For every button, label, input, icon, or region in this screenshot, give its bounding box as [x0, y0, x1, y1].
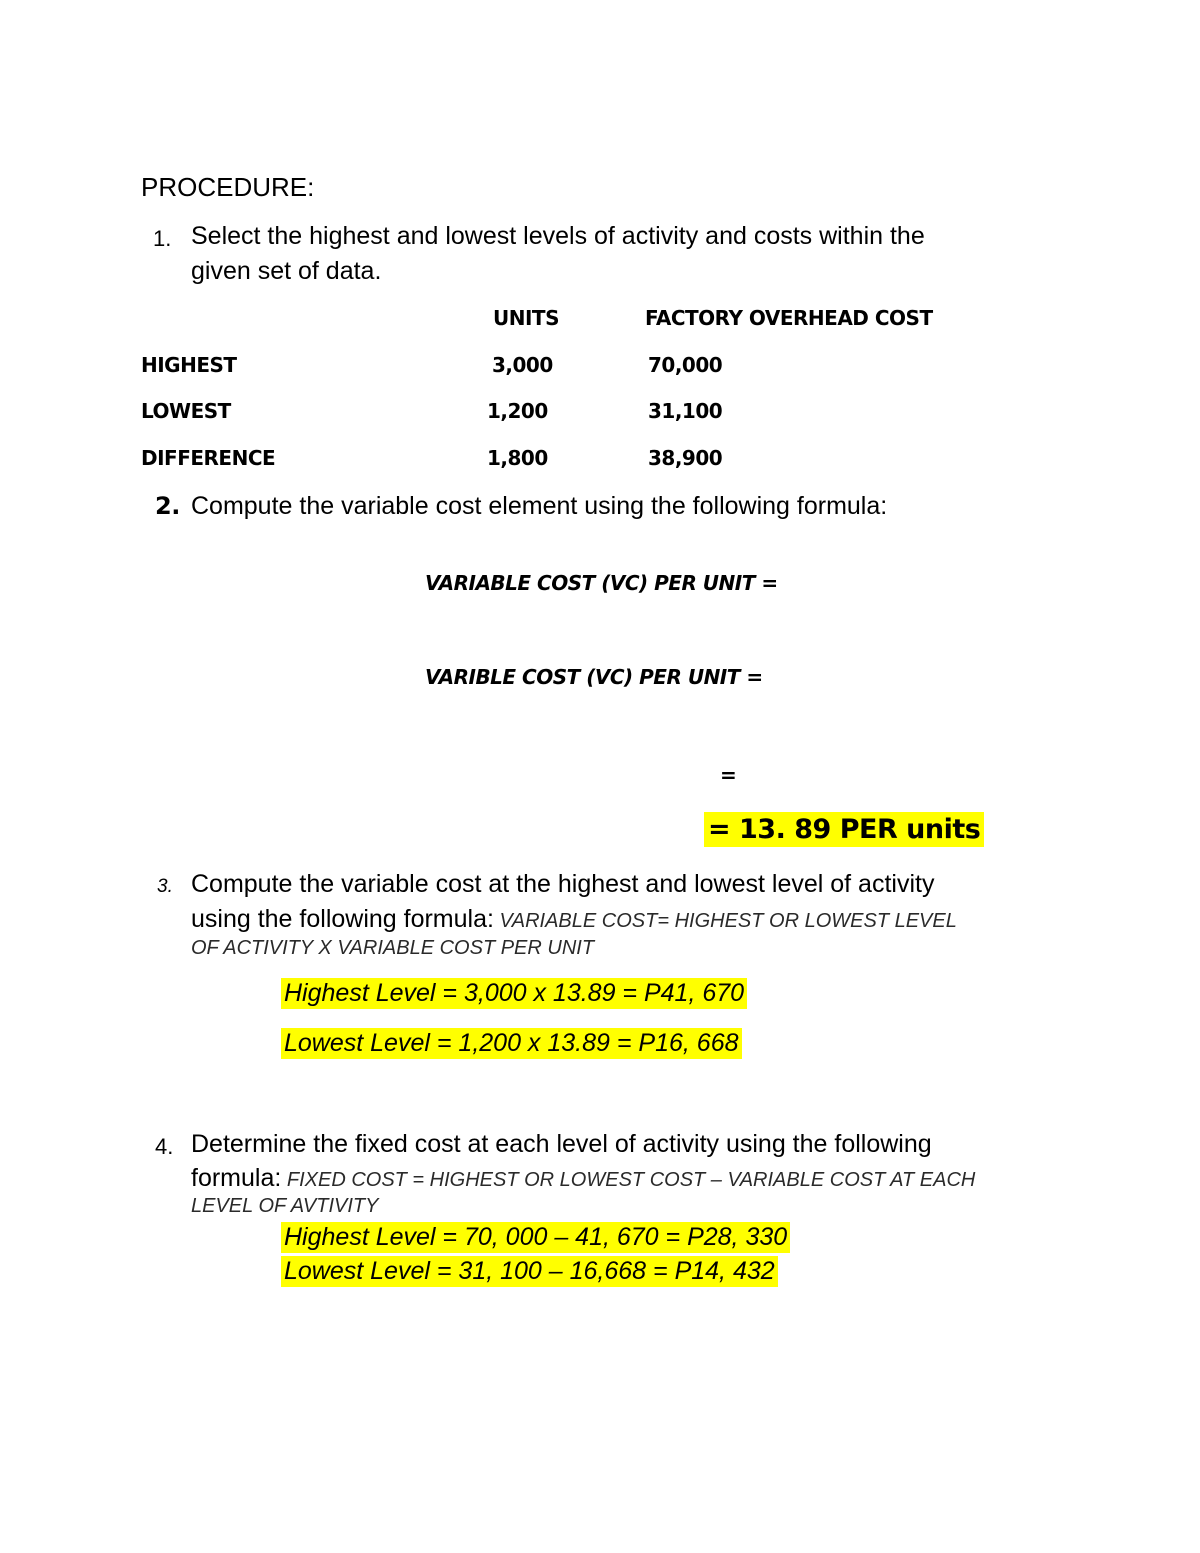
step-4-line-1: Determine the fixed cost at each level of activity using the following — [191, 1130, 932, 1158]
step-3-line-3: OF ACTIVITY X VARIABLE COST PER UNIT — [191, 937, 595, 959]
step-4-number: 4. — [155, 1134, 174, 1159]
table-header-cost: FACTORY OVERHEAD COST — [645, 306, 933, 330]
step-4-line-2: formula: — [191, 1164, 282, 1192]
step-1-line-1: Select the highest and lowest levels of activity and costs within the — [191, 222, 925, 250]
step-3-highest-calc: Highest Level = 3,000 x 13.89 = P41, 670 — [281, 978, 747, 1009]
table-cell-cost: 70,000 — [648, 353, 723, 377]
variable-cost-formula-substituted: VARIBLE COST (VC) PER UNIT = — [425, 665, 763, 689]
table-cell-cost: 38,900 — [648, 446, 723, 470]
table-row-label: LOWEST — [141, 399, 231, 423]
step-4-highest-calc: Highest Level = 70, 000 – 41, 670 = P28, 330 — [281, 1222, 790, 1253]
table-cell-units: 1,200 — [487, 399, 548, 423]
step-2-number: 2. — [155, 492, 180, 520]
table-cell-units: 1,800 — [487, 446, 548, 470]
variable-cost-result: = 13. 89 PER units — [704, 812, 984, 847]
step-4-lowest-calc: Lowest Level = 31, 100 – 16,668 = P14, 432 — [281, 1256, 778, 1287]
step-4-line-3: LEVEL OF AVTIVITY — [191, 1195, 379, 1217]
step-3-number: 3. — [157, 876, 173, 897]
table-cell-cost: 31,100 — [648, 399, 723, 423]
table-header-units: UNITS — [493, 306, 559, 330]
table-row-label: DIFFERENCE — [141, 446, 276, 470]
page-heading: PROCEDURE: — [141, 172, 315, 202]
table-row-label: HIGHEST — [141, 353, 237, 377]
variable-cost-formula: VARIABLE COST (VC) PER UNIT = — [425, 571, 778, 595]
equals-sign: = — [720, 763, 737, 787]
step-1-line-2: given set of data. — [191, 257, 382, 285]
step-2-text: Compute the variable cost element using the following formula: — [191, 492, 888, 520]
step-3-line-1: Compute the variable cost at the highest and lowest level of activity — [191, 870, 935, 898]
step-4-formula: FIXED COST = HIGHEST OR LOWEST COST – VARIABLE COST AT EACH — [281, 1169, 976, 1191]
table-cell-units: 3,000 — [492, 353, 553, 377]
step-3-line-2: using the following formula: — [191, 905, 494, 933]
step-3-lowest-calc: Lowest Level = 1,200 x 13.89 = P16, 668 — [281, 1028, 742, 1059]
step-1-number: 1. — [153, 226, 172, 251]
step-3-formula: VARIABLE COST= HIGHEST OR LOWEST LEVEL — [493, 910, 957, 932]
